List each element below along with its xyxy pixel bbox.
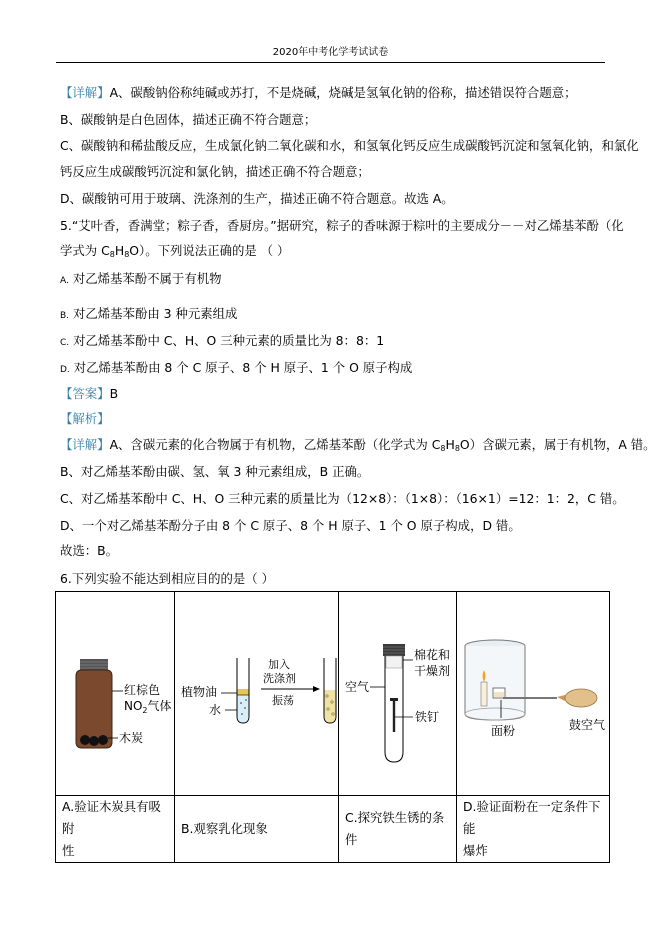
detail-line-2: B、碳酸钠是白色固体，描述正确不符合题意； — [60, 112, 317, 127]
question-5-stem-line-1: 5.“艾叶香，香满堂；粽子香，香厨房。”据研究，粽子的香味源于粽叶的主要成分－－对乙烯基苯酚（化 — [60, 218, 624, 233]
page-header: 2020年中考化学考试试卷 — [272, 47, 389, 58]
option-text: 对乙烯基苯酚由 8 个 C 原子、8 个 H 原子、1 个 O 原子构成 — [73, 360, 413, 375]
formula-subscript: 8 — [124, 250, 130, 259]
formula-part: H — [114, 243, 125, 258]
nail-label: 铁钉 — [415, 710, 440, 724]
water-label: 水 — [209, 703, 222, 717]
arrow-top-label-2: 洗涤剂 — [263, 672, 296, 685]
option-text: 对乙烯基苯酚中 C、H、O 三种元素的质量比为 8：8：1 — [73, 333, 385, 348]
analysis-label-text: 【解析】 — [60, 411, 110, 426]
candle — [481, 682, 487, 706]
option-letter: C. — [60, 338, 70, 348]
oil-layer — [238, 689, 249, 695]
caption-d-line-2: 爆炸 — [463, 843, 488, 858]
answer-label: 【答案】 — [60, 386, 110, 401]
caption-a — [56, 796, 175, 863]
figure-a-label-1: 红棕色 — [124, 683, 161, 697]
detail-line-5: D、碳酸钠可用于玻璃、洗涤剂的生产，描述正确不符合题意。故选 A。 — [60, 191, 454, 206]
oil-label: 植物油 — [181, 685, 218, 699]
detail-label: 【详解】 — [60, 85, 110, 100]
answer-value: B — [109, 386, 119, 401]
detail-text: A、碳酸钠俗称纯碱或苏打，不是烧碱，烧碱是氢氧化钠的俗称，描述错误符合题意； — [109, 85, 577, 100]
flour-label: 面粉 — [491, 724, 516, 738]
option-letter: A. — [60, 276, 69, 286]
cotton-label-1: 棉花和 — [414, 648, 451, 662]
blow-air-label: 鼓空气 — [569, 718, 606, 732]
detail-line-4: 钙反应生成碳酸钙沉淀和氯化钠，描述正确不符合题意； — [60, 164, 370, 179]
caption-d-line-1: D.验证面粉在一定条件下能 — [463, 799, 601, 836]
cotton-desiccant — [386, 656, 402, 668]
option-b — [60, 306, 237, 324]
formula-subscript: 8 — [454, 444, 460, 453]
option-letter: D. — [60, 365, 70, 375]
caption-b: B.观察乳化现象 — [175, 796, 339, 863]
figure-d-cell — [457, 592, 610, 796]
option-d — [60, 360, 412, 378]
answer-line — [60, 386, 118, 402]
figure-c-cell — [339, 592, 457, 796]
formula-part: O）。下列说法正确的是 （ ） — [129, 243, 290, 258]
figure-c-iron-rusting — [339, 592, 456, 788]
option-a — [60, 271, 222, 289]
detail-label: 【详解】 — [60, 437, 110, 452]
formula-part: 学式为 C — [60, 243, 110, 258]
figure-a-charcoal-bottle — [56, 592, 174, 788]
charcoal-piece — [89, 736, 99, 746]
charcoal-piece — [80, 735, 90, 745]
experiment-table — [55, 591, 610, 863]
tin-can — [465, 646, 525, 720]
explain-line-5: 故选：B。 — [60, 543, 119, 558]
formula-subscript: 8 — [440, 444, 446, 453]
bottle-cap — [80, 659, 108, 670]
explain-text: H — [445, 437, 455, 452]
explain-text: A、含碳元素的化合物属于有机物，乙烯基苯酚（化学式为 C — [109, 437, 441, 452]
explain-line-3: C、对乙烯基苯酚中 C、H、O 三种元素的质量比为（12×8）：（1×8）：（16×1）=12：1：2，C 错。 — [60, 491, 625, 506]
explain-line-4: D、一个对乙烯基苯酚分子由 8 个 C 原子、8 个 H 原子、1 个 O 原子构成，D 错。 — [60, 518, 521, 533]
rubber-bulb — [565, 689, 597, 707]
cotton-label-2: 干燥剂 — [414, 664, 451, 678]
analysis-label — [60, 411, 110, 427]
question-6-stem: 6.下列实验不能达到相应目的的是（ ） — [60, 571, 275, 586]
caption-c: C.探究铁生锈的条件 — [339, 796, 457, 863]
caption-d — [457, 796, 610, 863]
option-c — [60, 333, 384, 351]
water-layer — [238, 695, 249, 723]
air-label: 空气 — [345, 680, 370, 694]
option-text: 对乙烯基苯酚由 3 种元素组成 — [73, 306, 238, 321]
option-text: 对乙烯基苯酚不属于有机物 — [72, 271, 222, 286]
header-divider — [56, 62, 605, 63]
explain-text: O）含碳元素，属于有机物，A 错。 — [459, 437, 656, 452]
figure-a-label-3: 木炭 — [119, 731, 144, 745]
figure-d-dust-explosion — [457, 592, 609, 788]
figure-a-label-2: $NO_2$气体 — [124, 699, 172, 715]
caption-a-line-2: 性 — [62, 843, 75, 858]
figure-b-cell — [175, 592, 339, 796]
charcoal-piece — [98, 735, 108, 745]
detail-line-1 — [60, 85, 577, 101]
figure-a-cell — [56, 592, 175, 796]
detail-line-3: C、碳酸钠和稀盐酸反应，生成氯化钠二氧化碳和水，和氢氧化钙反应生成碳酸钙沉淀和氢氧化钠，和氯化 — [60, 138, 639, 153]
caption-a-line-1: A.验证木炭具有吸附 — [62, 799, 161, 836]
formula-subscript: 8 — [109, 250, 115, 259]
figure-b-emulsion — [175, 592, 338, 788]
arrow-top-label-1: 加入 — [268, 658, 290, 671]
arrow-bottom-label: 振荡 — [272, 694, 294, 707]
explain-line-2: B、对乙烯基苯酚由碳、氢、氧 3 种元素组成，B 正确。 — [60, 464, 370, 479]
option-letter: B. — [60, 311, 70, 321]
explain-line-1 — [60, 437, 656, 457]
question-5-stem-line-2 — [60, 243, 289, 263]
